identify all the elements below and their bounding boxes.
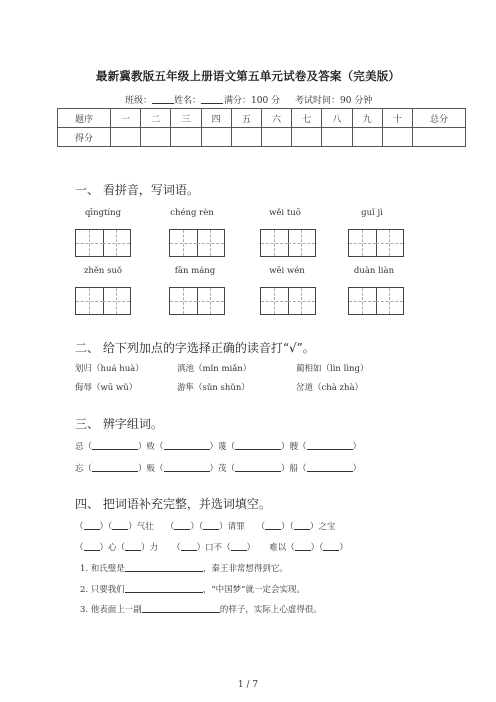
fill-question: 1. 和氏璧是 ，秦王非常想得到它。 — [80, 564, 288, 574]
answer-blank[interactable] — [125, 562, 203, 572]
score-header-cell: 八 — [322, 109, 352, 128]
pinyin-label: wěi tuō — [269, 208, 301, 218]
answer-blank[interactable] — [125, 541, 141, 551]
section4-title: 四、 把词语补充完整，并选词填空。 — [75, 497, 271, 511]
writing-grid[interactable] — [75, 229, 131, 257]
page-number: 1 / 7 — [237, 680, 259, 690]
full-score: 满分：100 分 — [224, 96, 281, 106]
answer-blank[interactable] — [235, 462, 281, 472]
score-cell[interactable] — [382, 128, 412, 147]
score-table-score-row — [58, 128, 466, 147]
writing-grid[interactable] — [75, 287, 131, 315]
answer-blank[interactable] — [142, 603, 220, 613]
writing-grid[interactable] — [348, 229, 404, 257]
idiom-line: （ ）心（ ）力 （ ）口不（ ） 难以（ ）（ ） — [75, 543, 348, 553]
section2-title: 二、 给下列加点的字选择正确的读音打“√”。 — [75, 341, 315, 355]
score-cell[interactable] — [261, 128, 291, 147]
score-cell[interactable] — [322, 128, 352, 147]
score-cell[interactable] — [141, 128, 171, 147]
pinyin-label: guǐ jì — [361, 208, 383, 218]
pinyin-label: fān máng — [174, 266, 216, 276]
score-table — [57, 108, 466, 147]
class-blank[interactable] — [152, 94, 174, 104]
word-group-line: 忌（ ）败（ ）蔑（ ）艘（ ） — [75, 442, 362, 452]
answer-blank[interactable] — [231, 541, 247, 551]
name-blank[interactable] — [201, 94, 223, 104]
exam-time: 考试时间：90 分钟 — [295, 96, 373, 106]
score-row-label: 得分 — [58, 128, 111, 147]
section3-title: 三、 辨字组词。 — [75, 417, 163, 431]
score-header-cell: 总分 — [413, 109, 466, 128]
score-header-cell: 七 — [292, 109, 322, 128]
score-header-cell: 十 — [382, 109, 412, 128]
score-header-cell: 三 — [171, 109, 201, 128]
score-cell[interactable] — [231, 128, 261, 147]
score-header-cell: 六 — [261, 109, 291, 128]
answer-blank[interactable] — [164, 440, 210, 450]
idiom-line: （ ）（ ）气壮 （ ）（ ）请罪 （ ）（ ）之宝 — [75, 522, 336, 532]
answer-blank[interactable] — [307, 462, 353, 472]
score-cell[interactable] — [171, 128, 201, 147]
score-cell[interactable] — [292, 128, 322, 147]
score-table-header-row — [58, 109, 466, 128]
class-field: 班级： — [125, 93, 174, 106]
reading-choice[interactable]: 蔺相如（lìn lìng） — [296, 364, 369, 374]
answer-blank[interactable] — [84, 520, 100, 530]
reading-choice[interactable]: 岔道（chà zhà） — [296, 383, 364, 393]
fill-question: 3. 他表面上一副 的样子，实际上心虚得很。 — [80, 605, 322, 615]
score-cell[interactable] — [413, 128, 466, 147]
score-header-cell: 二 — [141, 109, 171, 128]
answer-blank[interactable] — [295, 541, 311, 551]
pinyin-label: chéng rèn — [170, 208, 214, 218]
answer-blank[interactable] — [323, 541, 339, 551]
answer-blank[interactable] — [92, 440, 138, 450]
answer-blank[interactable] — [112, 520, 128, 530]
answer-blank[interactable] — [235, 440, 281, 450]
answer-blank[interactable] — [164, 462, 210, 472]
score-cell[interactable] — [201, 128, 231, 147]
answer-blank[interactable] — [203, 520, 219, 530]
score-header-cell: 一 — [111, 109, 141, 128]
writing-grid[interactable] — [348, 287, 404, 315]
writing-grid[interactable] — [260, 229, 316, 257]
fill-question: 2. 只要我们 ，“中国梦”就一定会实现。 — [80, 585, 306, 595]
answer-blank[interactable] — [307, 440, 353, 450]
name-field: 姓名： — [174, 93, 223, 106]
writing-grid[interactable] — [260, 287, 316, 315]
score-cell[interactable] — [111, 128, 141, 147]
answer-blank[interactable] — [125, 583, 203, 593]
reading-choice[interactable]: 滇池（mǐn miǎn） — [177, 364, 252, 374]
answer-blank[interactable] — [84, 541, 100, 551]
reading-choice[interactable]: 划归（huá huà） — [75, 364, 144, 374]
section1-title: 一、 看拼音，写词语。 — [75, 183, 199, 197]
writing-grid[interactable] — [169, 229, 225, 257]
pinyin-label: qīngtíng — [84, 208, 122, 218]
pinyin-label: zhěn suǒ — [83, 266, 123, 276]
word-group-line: 忘（ ）贩（ ）茂（ ）船（ ） — [75, 464, 362, 474]
score-header-cell: 九 — [352, 109, 382, 128]
score-header-cell: 题序 — [58, 109, 111, 128]
writing-grid[interactable] — [169, 287, 225, 315]
answer-blank[interactable] — [265, 520, 281, 530]
score-header-cell: 五 — [231, 109, 261, 128]
reading-choice[interactable]: 游隼（sǔn shǔn） — [177, 383, 250, 393]
reading-choice[interactable]: 侮辱（wū wǔ） — [75, 383, 138, 393]
answer-blank[interactable] — [294, 520, 310, 530]
score-cell[interactable] — [352, 128, 382, 147]
answer-blank[interactable] — [92, 462, 138, 472]
page-title: 最新冀教版五年级上册语文第五单元试卷及答案（完美版） — [95, 69, 401, 83]
answer-blank[interactable] — [181, 541, 197, 551]
pinyin-label: duàn liàn — [353, 266, 395, 276]
pinyin-label: wēi wén — [269, 266, 305, 276]
answer-blank[interactable] — [174, 520, 190, 530]
score-header-cell: 四 — [201, 109, 231, 128]
